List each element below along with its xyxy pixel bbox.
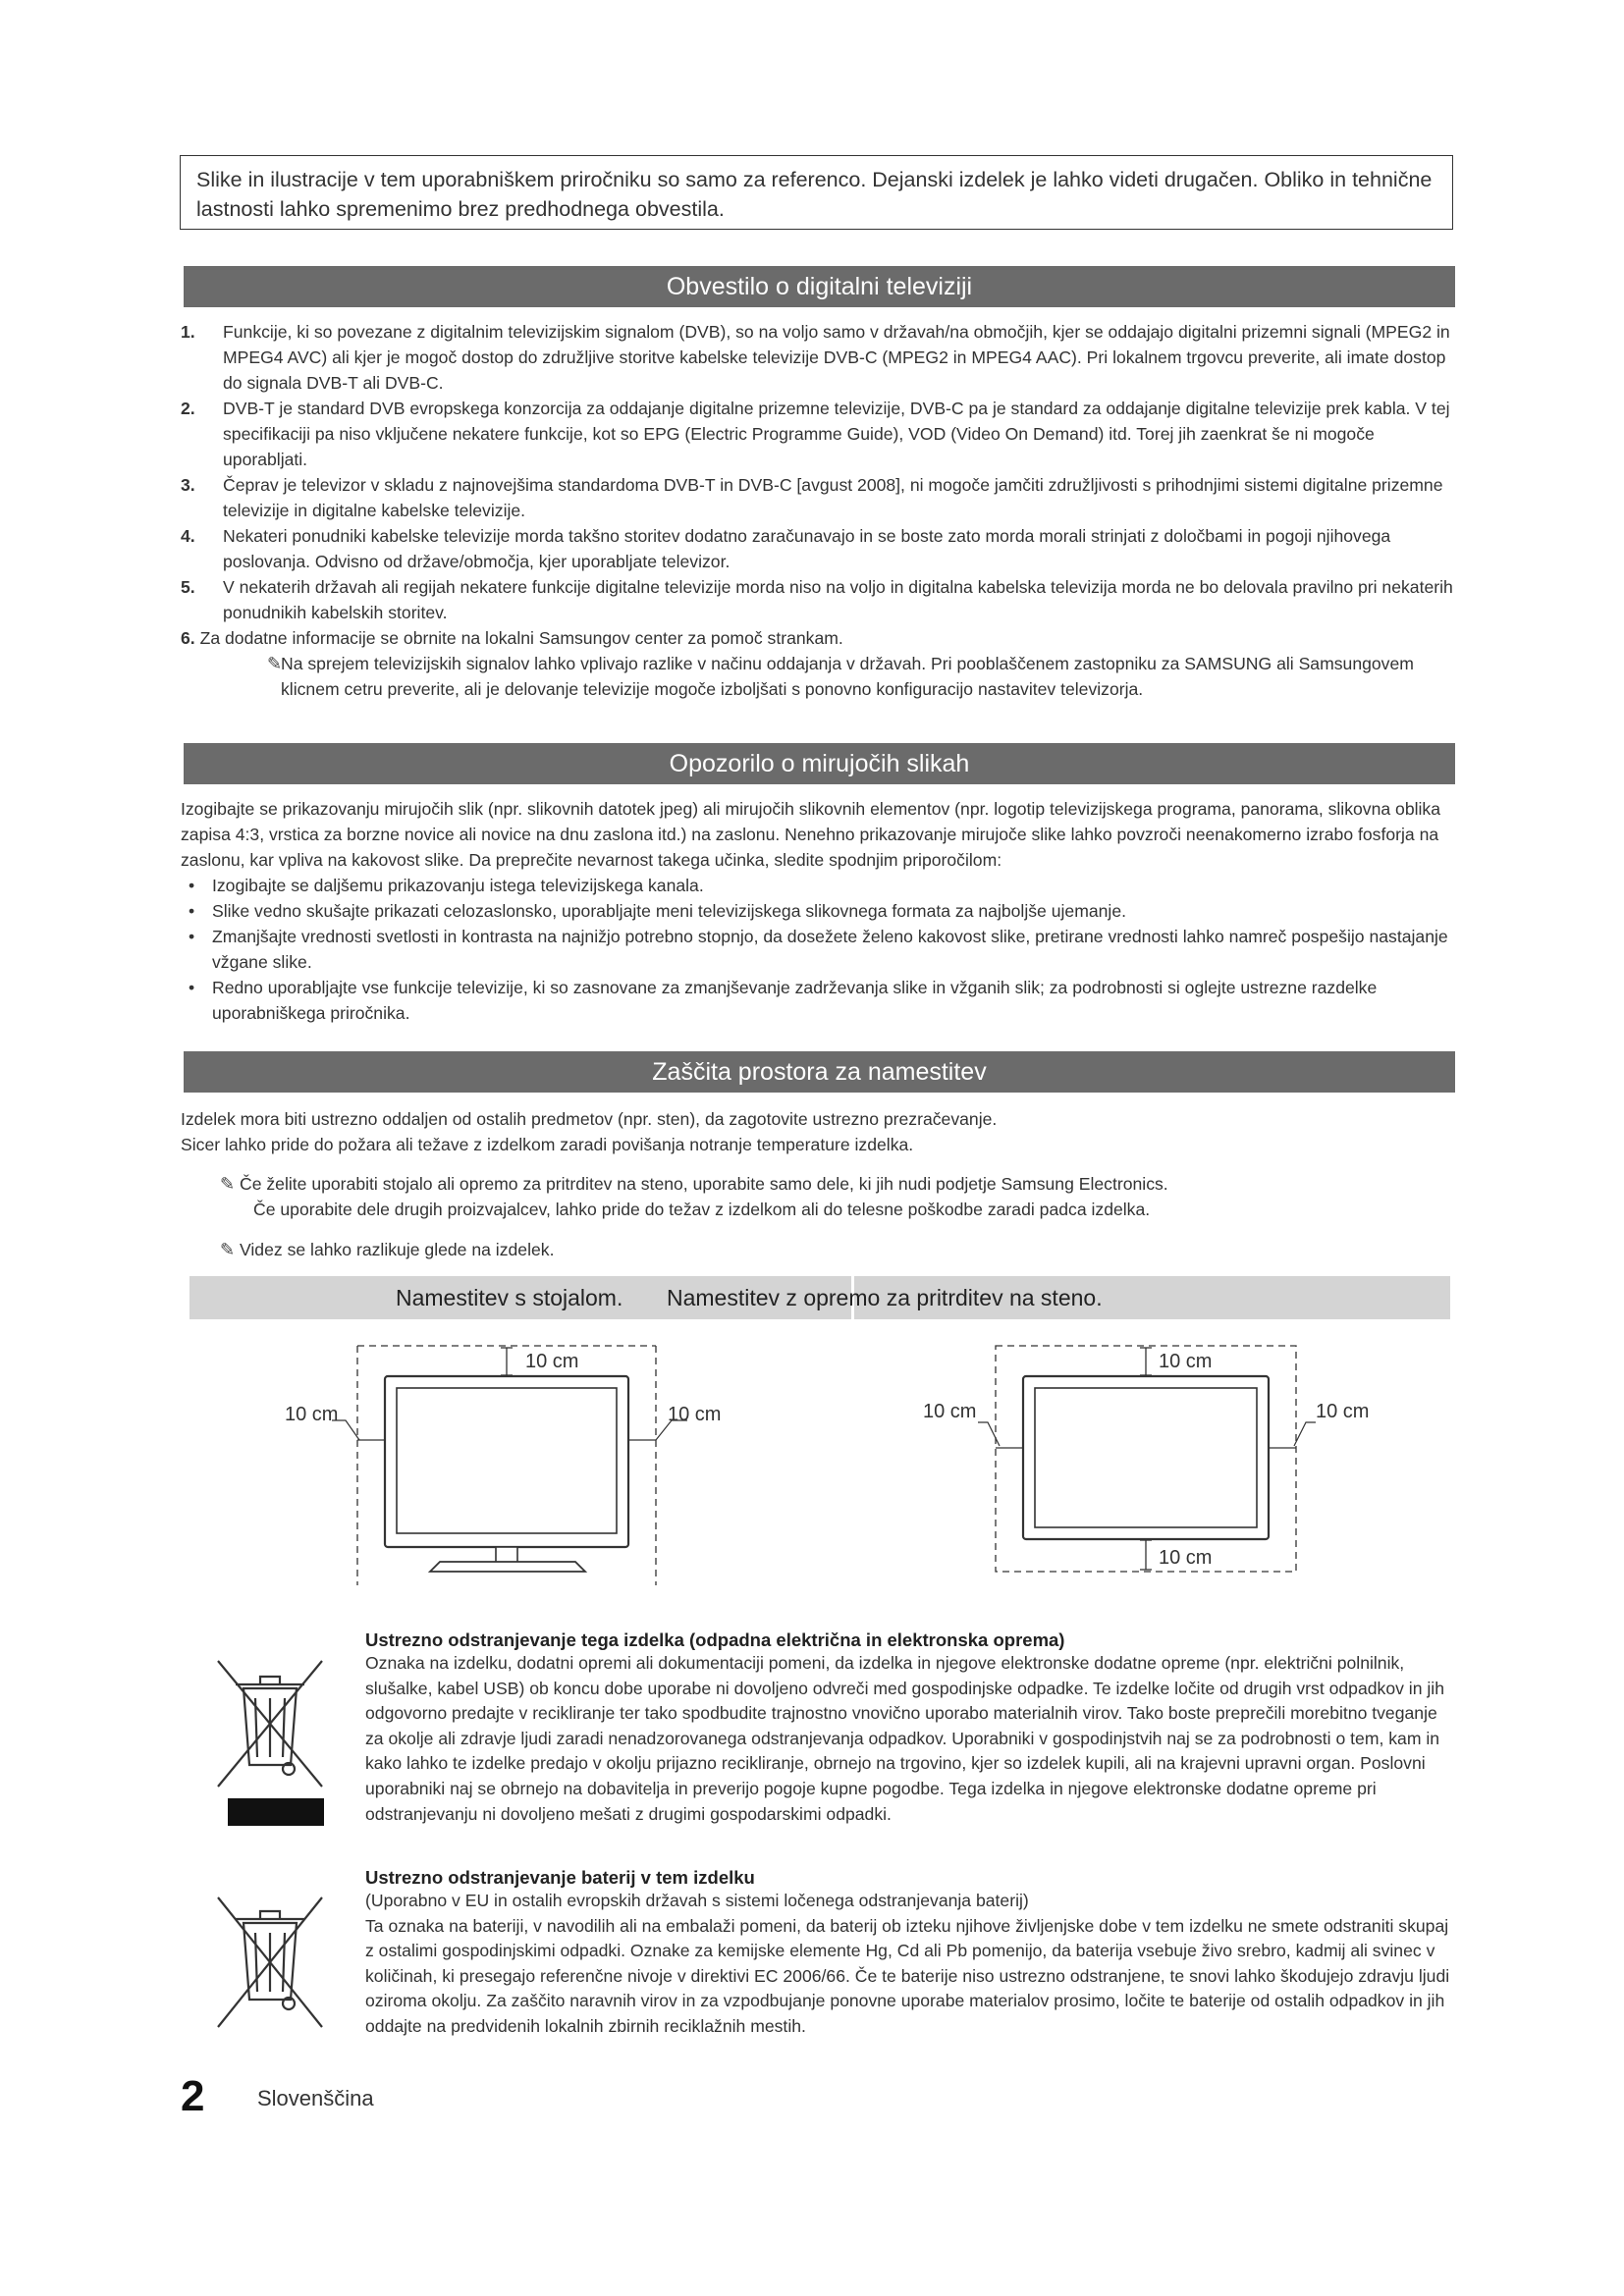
tv-stand-neck — [496, 1547, 517, 1563]
installation-types-bar — [189, 1276, 1450, 1319]
section-title-text: Opozorilo o mirujočih slikah — [669, 750, 970, 777]
list-item — [181, 898, 1457, 924]
list-item-number: 6. — [181, 628, 195, 648]
tv-icon — [385, 1376, 628, 1547]
list-item-text: Nekateri ponudniki kabelske televizije morda takšno storitev dodatno zaračunavajo in se boste zato morda morali strinjati z določbami in pogoji njihovega poslovanja. Odvisno od države/območja, kjer uporabljate televizor. — [223, 526, 1391, 571]
list-item — [181, 319, 1457, 396]
digital-tv-list — [181, 319, 1457, 702]
reference-notice — [180, 155, 1453, 230]
installation-type-wall — [667, 1276, 1103, 1319]
bullet-icon: • — [189, 978, 195, 997]
note-icon: ✎ — [220, 1240, 236, 1259]
still-image-warning — [181, 796, 1457, 1026]
list-item-text: Funkcije, ki so povezane z digitalnim televizijskim signalom (DVB), so na voljo samo v državah/na območjih, kjer se oddajajo digitalni prizemni signali (MPEG2 in MPEG4 AVC) ali kjer je mogoč dostop do združljive storitve kabelske televizije DVB-C (MPEG2 in MPEG4 AAC). Pri lokalnem trgovcu preverite, ali imate dostop do signala DVB-T ali DVB-C. — [223, 322, 1450, 393]
note-text: Če želite uporabiti stojalo ali opremo za pritrditev na steno, uporabite samo dele, ki jih nudi podjetje Samsung Electronics. — [239, 1174, 1168, 1194]
list-item-text: Slike vedno skušajte prikazati celozaslonsko, uporabljajte meni televizijskega slikovnega formata za najboljše ujemanje. — [212, 901, 1127, 921]
list-item — [181, 975, 1457, 1026]
footer-language: Slovenščina — [257, 2086, 374, 2110]
section-title-installation-space — [184, 1051, 1455, 1093]
battery-disposal-title: Ustrezno odstranjevanje baterij v tem izdelku — [365, 1867, 755, 1888]
installation-type-label: Namestitev s stojalom. — [396, 1285, 623, 1310]
note-icon: ✎ — [220, 1174, 236, 1194]
section-title-still-image — [184, 743, 1455, 784]
note-icon: ✎ — [267, 654, 283, 673]
battery-disposal-block — [365, 1867, 1455, 2040]
section-title-text: Zaščita prostora za namestitev — [652, 1058, 987, 1086]
installation-type-stand — [396, 1276, 623, 1319]
tv-stand-base — [430, 1562, 585, 1572]
wall-mount-installation-diagram — [913, 1340, 1375, 1590]
weee-disposal-text: Oznaka na izdelku, dodatni opremi ali dokumentaciji pomeni, da izdelka in njegove elektronske dodatne opreme (npr. električni polnilnik, slušalke, kabel USB) ob koncu dobe uporabe ni dovoljeno odvreči med gospodinjske odpadke. Te izdelke ločite od drugih vrst odpadkov in jih odgovorno predajte v recikliranje ter tako spodbudite trajnostno vnovično uporabo materialnih virov. Tako boste preprečili morebitno tveganje za okolje ali zdravje ljudi zaradi nenadzorovanega odstranjevanja odpadkov. Uporabniki v gospodinjstvih naj se za podrobnosti o tem, kam in kako lahko te izdelke predajo v okolju prijazno recikliranje, obrnejo na trgovino, kjer so izdelek kupili, ali na krajevni upravni organ. Poslovni uporabniki naj se obrnejo na dobavitelja in preverijo pogoje kupne pogodbe. Tega izdelka in njegove elektronske dodatne opreme pri odstranjevanju ni dovoljeno mešati z drugimi gospodarskimi odpadki. — [365, 1653, 1444, 1824]
list-item — [181, 523, 1457, 574]
list-item-text: V nekaterih državah ali regijah nekatere funkcije digitalne televizije morda niso na voljo in digitalna kabelska televizija morda ne bo delovala pravilno pri nekaterih ponudnikih kabelskih storitev. — [223, 577, 1453, 622]
list-item-text: Izogibajte se daljšemu prikazovanju istega televizijskega kanala. — [212, 876, 704, 895]
list-item-text: Čeprav je televizor v skladu z najnovejšima standardoma DVB-T in DVB-C [avgust 2008], ni mogoče jamčiti združljivosti s prihodnjimi sistemi digitalne prizemne televizije in digitalne kabelske televizije. — [223, 475, 1443, 520]
note-text: Na sprejem televizijskih signalov lahko vplivajo razlike v načinu oddajanja v državah. Pri pooblaščenem zastopniku za SAMSUNG ali Samsungovem klicnem cetru preverite, ali je delovanje televizije mogoče izboljšati s ponovno konfiguracijo nastavitev televizorja. — [281, 654, 1414, 699]
dimension-label: 10 cm — [668, 1404, 722, 1425]
list-item-text: Redno uporabljajte vse funkcije televizije, ki so zasnovane za zmanjševanje zadrževanja slike in vžganih slik; za podrobnosti si oglejte ustrezne razdelke uporabniškega priročnika. — [212, 978, 1378, 1023]
dimension-label: 10 cm — [1159, 1351, 1213, 1372]
installation-type-label: Namestitev z opremo za pritrditev na steno. — [667, 1285, 1103, 1310]
dimension-label: 10 cm — [923, 1401, 977, 1422]
list-item — [181, 574, 1457, 625]
reference-notice-text: Slike in ilustracije v tem uporabniškem priročniku so samo za referenco. Dejanski izdelek je lahko videti drugačen. Obliko in tehnične lastnosti lahko spremenimo brez predhodnega obvestila. — [196, 168, 1433, 221]
note-text: Če uporabite dele drugih proizvajalcev, lahko pride do težav z izdelkom ali do telesne poškodbe zaradi padca izdelka. — [253, 1200, 1151, 1219]
list-item — [181, 873, 1457, 898]
list-item-text: Za dodatne informacije se obrnite na lokalni Samsungov center za pomoč strankam. — [199, 628, 843, 648]
weee-disposal-title: Ustrezno odstranjevanje tega izdelka (odpadna električna in elektronska oprema) — [365, 1629, 1065, 1650]
dimension-label: 10 cm — [1159, 1547, 1213, 1569]
list-item — [181, 625, 1457, 651]
bullet-icon: • — [189, 901, 195, 921]
bullet-icon: • — [189, 876, 195, 895]
list-item-number: 5. — [181, 577, 195, 597]
installation-line: Izdelek mora biti ustrezno oddaljen od ostalih predmetov (npr. sten), da zagotovite ustrezno prezračevanje. — [181, 1109, 998, 1129]
stand-installation-diagram — [275, 1340, 736, 1590]
page-number: 2 — [181, 2072, 205, 2120]
installation-line: Sicer lahko pride do požara ali težave z izdelkom zaradi povišanja notranje temperature izdelka. — [181, 1135, 914, 1154]
list-item-number: 1. — [181, 322, 195, 342]
black-bar-icon — [228, 1798, 324, 1826]
note-text: Videz se lahko razlikuje glede na izdelek. — [239, 1240, 555, 1259]
dimension-label: 10 cm — [525, 1351, 579, 1372]
note — [181, 651, 1457, 702]
note — [220, 1237, 1457, 1262]
section-title-digital-tv — [184, 266, 1455, 307]
list-item — [181, 924, 1457, 975]
weee-disposal-block — [365, 1629, 1455, 1827]
list-item-number: 2. — [181, 399, 195, 418]
note — [253, 1197, 1457, 1222]
list-item — [181, 472, 1457, 523]
note — [220, 1171, 1457, 1197]
list-item — [181, 396, 1457, 472]
list-item-text: Zmanjšajte vrednosti svetlosti in kontrasta na najnižjo potrebno stopnjo, da dosežete želeno kakovost slike, pretirane vrednosti lahko namreč pospešijo nastajanje vžgane slike. — [212, 927, 1448, 972]
dimension-label: 10 cm — [1316, 1401, 1370, 1422]
battery-disposal-subtitle: (Uporabno v EU in ostalih evropskih državah s sistemi ločenega odstranjevanja baterij) — [365, 1891, 1029, 1910]
battery-disposal-text: Ta oznaka na bateriji, v navodilih ali na embalaži pomeni, da baterij ob izteku njihove življenjske dobe v tem izdelku ne smete odstraniti skupaj z ostalimi gospodinjskimi odpadki. Oznake za kemijske elemente Hg, Cd ali Pb pomenijo, da baterija vsebuje živo srebro, kadmij ali svinec v količinah, ki presegajo referenčne nivoje v direktivi EC 2006/66. Če te baterije niso ustrezno odstranjene, te snovi lahko škodujejo zdravju ljudi oziroma okolju. Za zaščito naravnih virov in za vzpodbujanje ponovne uporabe materialov prosimo, ločite te baterije od ostalih odpadkov in jih oddajte na predvidenih lokalnih zbirnih reciklažnih mestih. — [365, 1915, 1450, 2036]
list-item-number: 4. — [181, 526, 195, 546]
bullet-icon: • — [189, 927, 195, 946]
installation-text — [181, 1106, 1457, 1157]
section-title-text: Obvestilo o digitalni televiziji — [666, 273, 973, 300]
crossed-battery-bin-icon — [206, 1890, 334, 2042]
dimension-label: 10 cm — [285, 1404, 339, 1425]
list-item-number: 3. — [181, 475, 195, 495]
list-item-text: DVB-T je standard DVB evropskega konzorcija za oddajanje digitalne prizemne televizije, DVB-C pa je standard za oddajanje digitalne televizije prek kabla. V tej specifikaciji pa niso vključene nekatere funkcije, kot so EPG (Electric Programme Guide), VOD (Video On Demand) itd. Torej jih zaenkrat še ni mogoče uporabljati. — [223, 399, 1450, 469]
tv-icon — [1023, 1376, 1269, 1539]
still-image-intro: Izogibajte se prikazovanju mirujočih slik (npr. slikovnih datotek jpeg) ali mirujočih slikovnih elementov (npr. logotip televizijskega programa, panorama, slikovna oblika zapisa 4:3, vrstica za borzne novice ali novice na dnu zaslona itd.) na zaslonu. Nenehno prikazovanje mirujoče slike lahko povzroči neenakomerno izrabo fosforja na zaslonu, kar vpliva na kakovost slike. Da preprečite nevarnost takega učinka, sledite spodnjim priporočilom: — [181, 799, 1441, 870]
crossed-bin-icon — [206, 1649, 334, 1836]
